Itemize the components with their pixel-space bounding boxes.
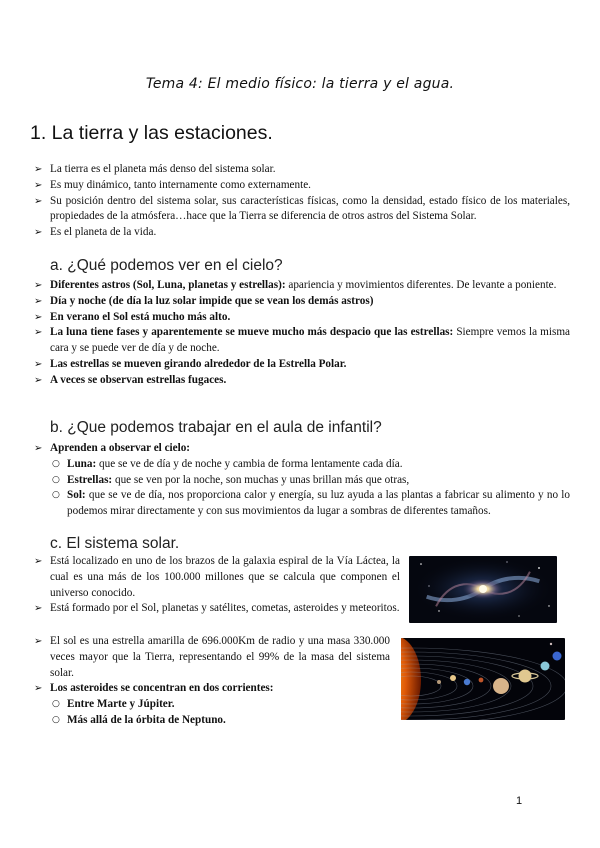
page-number: 1 — [516, 795, 523, 807]
list-item: ○ Entre Marte y Júpiter. — [34, 697, 390, 713]
circle-bullet-icon: ○ — [52, 474, 60, 485]
list-item: ➢ El sol es una estrella amarilla de 696.000Km de radio y una masa 330.000 veces mayor que la Tierra, representando el 99% de la masa del sistema solar. — [34, 635, 390, 679]
subsection-a-list — [34, 278, 570, 389]
list-item: ➢ Aprenden a observar el cielo: — [34, 441, 570, 457]
list-item: ➢ Diferentes astros (Sol, Luna, planetas y estrellas): apariencia y movimientos diferentes. De levante a poniente. — [34, 278, 570, 294]
list-item: ➢ Día y noche (de día la luz solar impide que se vean los demás astros) — [34, 294, 570, 310]
arrow-bullet-icon: ➢ — [34, 227, 43, 239]
list-item: ➢ Las estrellas se mueven girando alrededor de la Estrella Polar. — [34, 357, 570, 373]
arrow-bullet-icon: ➢ — [34, 358, 43, 370]
arrow-bullet-icon: ➢ — [34, 280, 43, 291]
arrow-bullet-icon: ➢ — [34, 295, 43, 307]
list-item: ➢ La luna tiene fases y aparentemente se mueve mucho más despacio que las estrellas: Siempre vemos la misma cara y se puede ver de día y de noche. — [34, 326, 570, 355]
arrow-bullet-icon: ➢ — [34, 179, 43, 191]
subsection-heading-b: b. ¿Que podemos trabajar en el aula de infantil? — [50, 419, 382, 436]
arrow-bullet-icon: ➢ — [34, 683, 43, 695]
list-item: ➢ Está localizado en uno de los brazos de la galaxia espiral de la Vía Láctea, la cual es una más de los 100.000 millones que se calcula que componen el universo conocido. — [34, 555, 400, 599]
section-heading-1: 1. La tierra y las estaciones. — [30, 122, 273, 144]
list-item: ➢ Es muy dinámico, tanto internamente como externamente. — [34, 178, 570, 194]
subsection-heading-a: a. ¿Qué podemos ver en el cielo? — [50, 257, 283, 274]
list-item: ➢ Su posición dentro del sistema solar, sus características físicas, como la densidad, estado físico de los materiales, propiedades de la atmósfera…hace que la Tierra se diferencia de otros astros del Sistema Solar. — [34, 194, 570, 223]
arrow-bullet-icon: ➢ — [34, 556, 43, 567]
solar-system-image — [401, 638, 565, 720]
arrow-bullet-icon: ➢ — [34, 164, 43, 175]
arrow-bullet-icon: ➢ — [34, 603, 43, 615]
arrow-bullet-icon: ➢ — [34, 443, 43, 454]
list-item: ➢ A veces se observan estrellas fugaces. — [34, 373, 570, 389]
list-item: ➢ En verano el Sol está mucho más alto. — [34, 310, 570, 326]
list-item: ○ Estrellas: que se ven por la noche, son muchas y unas brillan más que otras, — [34, 473, 570, 489]
galaxy-image — [409, 556, 557, 623]
arrow-bullet-icon: ➢ — [34, 636, 43, 647]
list-item: ➢ Es el planeta de la vida. — [34, 225, 570, 241]
document-title: Tema 4: El medio físico: la tierra y el agua. — [145, 76, 455, 92]
arrow-bullet-icon: ➢ — [34, 374, 43, 386]
subsection-c-list-sun — [34, 634, 390, 729]
arrow-bullet-icon: ➢ — [34, 311, 43, 323]
list-item: ○ Sol: que se ve de día, nos proporciona calor y energía, su luz ayuda a las plantas a fabricar su alimento y no lo podemos mirar directamente y con sus movimientos da lugar a sombras de diferentes tamaños. — [52, 489, 570, 518]
subsection-heading-c: c. El sistema solar. — [50, 535, 180, 552]
section1-bullet-list — [34, 162, 570, 241]
list-item: ➢ La tierra es el planeta más denso del sistema solar. — [34, 162, 570, 178]
circle-bullet-icon: ○ — [52, 699, 60, 710]
galaxy-illustration — [409, 556, 557, 623]
list-item: ○ Luna: que se ve de día y de noche y cambia de forma lentamente cada día. — [34, 457, 570, 473]
circle-bullet-icon: ○ — [52, 714, 60, 725]
subsection-b-list — [34, 441, 570, 520]
list-item: ○ Más allá de la órbita de Neptuno. — [34, 713, 390, 729]
arrow-bullet-icon: ➢ — [34, 327, 43, 339]
circle-bullet-icon: ○ — [52, 490, 60, 501]
list-item: ➢ Los asteroides se concentran en dos corrientes: — [34, 681, 390, 697]
subsection-c-list — [34, 554, 400, 617]
circle-bullet-icon: ○ — [52, 458, 60, 469]
list-item: ➢ Está formado por el Sol, planetas y satélites, cometas, asteroides y meteoritos. — [34, 601, 400, 617]
solar-system-illustration — [401, 638, 565, 720]
arrow-bullet-icon: ➢ — [34, 195, 43, 207]
